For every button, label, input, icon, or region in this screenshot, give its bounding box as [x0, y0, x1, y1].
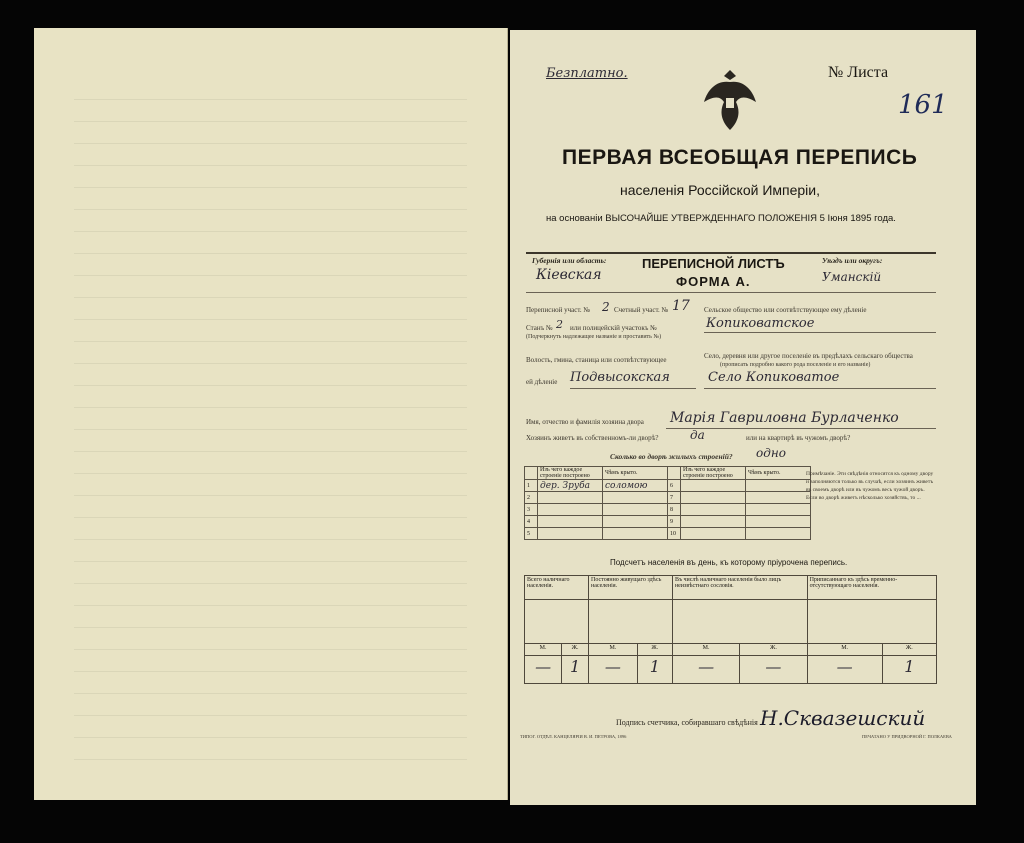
rent-label: или на квартирѣ въ чужомъ дворѣ?: [746, 434, 851, 442]
population-table: Всего наличнаго населенія. Постоянно живущаго здѣсь населенія. Въ числѣ наличнаго населенія было лицъ неизвѣстнаго сословія. Приписаннаго къ здѣсь временно-отсутствующаго населенія. М. Ж. М. Ж. М. Ж. М. Ж. — 1 — 1 — — — 1: [524, 575, 937, 684]
table-row: 1 дер. Зруба соломою 6: [525, 480, 811, 492]
uchastok-label: Переписной участ. №: [526, 306, 591, 314]
divider: [570, 388, 696, 389]
divider: [666, 428, 936, 429]
schetny-value: 17: [672, 298, 690, 314]
col-material-header: Изъ чего каждое строеніе построено: [681, 467, 746, 480]
col-unknown-estate: Въ числѣ наличнаго населенія было лицъ неизвѣстнаго сословія.: [672, 576, 807, 600]
volost-label: Волость, гмина, станица или соотвѣтствующее: [526, 356, 667, 364]
buildings-table: [524, 466, 811, 540]
left-page-blank: [34, 28, 508, 800]
col-roof-header: Чѣмъ крыто.: [603, 467, 668, 480]
divider: [526, 292, 936, 293]
buildings-label: Сколько во дворѣ жилыхъ строеній?: [610, 452, 733, 461]
form-subtitle: населенія Россійской Имперіи,: [620, 182, 820, 198]
uezd-value: Уманскій: [822, 270, 882, 284]
selo-value: Село Копиковатое: [708, 370, 840, 385]
obschestvo-label: Сельское общество или соотвѣтствующее ему дѣленіе: [704, 306, 867, 314]
form-basis: на основаніи ВЫСОЧАЙШЕ УТВЕРЖДЕННАГО ПОЛОЖЕНІЯ 5 Іюня 1895 года.: [546, 213, 896, 224]
col-roof-header: Чѣмъ крыто.: [746, 467, 811, 480]
table-row: 5 10: [525, 528, 811, 540]
col-material-header: Изъ чего каждое строеніе построено: [538, 467, 603, 480]
stan-value: 2: [556, 318, 563, 331]
sheet-number-label: № Листа: [828, 64, 889, 81]
owner-value: Марія Гавриловна Бурлаченко: [670, 410, 899, 426]
schetny-label: Счетный участ. №: [614, 306, 669, 314]
police-label: или полицейскій участокъ №: [570, 324, 657, 332]
volost-label-2: ей дѣленіе: [526, 378, 558, 386]
owner-label: Имя, отчество и фамилія хозяина двора: [526, 418, 644, 426]
uchastok-value: 2: [602, 300, 610, 314]
obschestvo-value: Копиковатское: [706, 316, 815, 331]
form-title: ПЕРВАЯ ВСЕОБЩАЯ ПЕРЕПИСЬ: [562, 146, 918, 169]
printer-right: ПЕЧАТАНО У ПРИДВОРНОЙ Г. ПОЛКАЕВА: [862, 734, 952, 739]
table-row: 3 8: [525, 504, 811, 516]
table-row: 4 9: [525, 516, 811, 528]
uezd-label: Уѣздъ или округъ:: [822, 256, 883, 265]
col-total-present: Всего наличнаго населенія.: [525, 576, 589, 600]
selo-label: Село, деревня или другое поселеніе въ предѣлахъ сельскаго общества: [704, 352, 913, 360]
own-house-label: Хозяинъ живетъ въ собственномъ-ли дворѣ?: [526, 434, 659, 442]
divider: [704, 332, 936, 333]
list-title: ПЕРЕПИСНОЙ ЛИСТЪ: [642, 256, 785, 271]
col-permanent: Постоянно живущаго здѣсь населенія.: [589, 576, 673, 600]
own-house-value: да: [690, 428, 705, 442]
sheet-number-value: 161: [898, 90, 948, 120]
population-values-row: — 1 — 1 — — — 1: [525, 656, 937, 684]
buildings-value: одно: [756, 446, 786, 460]
printer-left: ТИПОГ. ОТДѢЛ. КАНЦЕЛЯРІИ В. И. ПЕТРОВА, 1896: [520, 734, 627, 739]
divider: [704, 388, 936, 389]
selo-note: (прописать подробно какого рода поселеніе и его названіе): [720, 362, 871, 368]
population-title: Подсчетъ населенія въ день, къ которому пріурочена перепись.: [610, 558, 848, 567]
imperial-eagle-crest-icon: [700, 66, 760, 134]
col-temporarily-absent: Приписаннаго къ здѣсь временно-отсутствующаго населенія.: [807, 576, 936, 600]
police-note: (Подчеркнуть надлежащее названіе и проставить №): [526, 334, 662, 340]
remark-text: Примѣчаніе. Эти свѣдѣнія относятся къ одному двору и заполняются только въ случаѣ, если хозяинъ живетъ въ своемъ дворѣ или въ чужомъ весь чужой дворъ. Если во дворѣ живетъ нѣсколько хозяйствъ, то ...: [806, 471, 934, 501]
gubernia-value: Кіевская: [536, 267, 602, 283]
ruled-lines: [74, 78, 467, 760]
form-name: ФОРМА А.: [676, 274, 751, 289]
stan-label: Станъ №: [526, 324, 553, 332]
signature-label: Подпись счетчика, собиравшаго свѣдѣнія: [616, 718, 758, 727]
enumerator-signature: Н.Сквазешский: [760, 706, 926, 730]
census-form-page: [510, 30, 976, 805]
volost-value: Подвысокская: [570, 370, 670, 385]
gubernia-label: Губернія или область:: [532, 256, 607, 265]
free-label: Безплатно.: [546, 66, 628, 81]
table-row: 2 7: [525, 492, 811, 504]
divider: [526, 252, 936, 254]
